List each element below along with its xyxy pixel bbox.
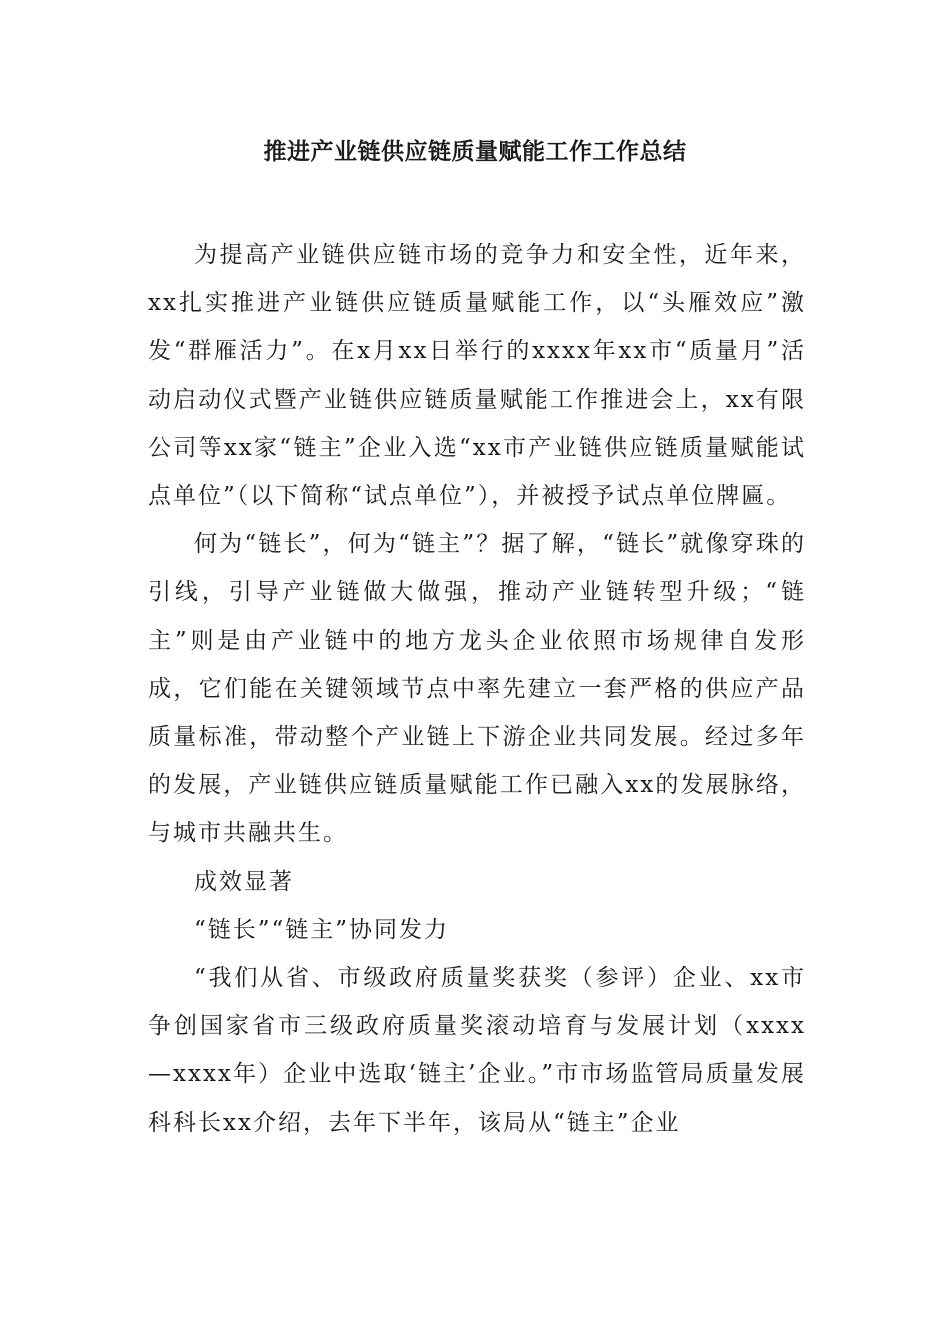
section-subheading-collaboration: “链长”“链主”协同发力 (194, 916, 450, 943)
paragraph-quote: “我们从省、市级政府质量奖获奖（参评）企业、xx市争创国家省市三级政府质量奖滚动培育与发展计划（xxxx—xxxx年）企业中选取‘链主’企业。”市市场监管局质量发展科科长xx介绍，去年下半年，该局从“链主”企业 (148, 965, 806, 1136)
paragraph-chain-definition: 何为“链长”，何为“链主”？据了解，“链长”就像穿珠的引线，引导产业链做大做强，推动产业链转型升级；“链主”则是由产业链中的地方龙头企业依照市场规律自发形成，它们能在关键领域节点中率先建立一套严格的供应产品质量标准，带动整个产业链上下游企业共同发展。经过多年的发展，产业链供应链质量赋能工作已融入xx的发展脉络，与城市共融共生。 (148, 531, 806, 847)
document-body (148, 231, 806, 1147)
section-heading-results: 成效显著 (194, 868, 294, 895)
paragraph-intro: 为提高产业链供应链市场的竞争力和安全性，近年来，xx扎实推进产业链供应链质量赋能工作，以“头雁效应”激发“群雁活力”。在x月xx日举行的xxxx年xx市“质量月”活动启动仪式暨产业链供应链质量赋能工作推进会上，xx有限公司等xx家“链主”企业入选“xx市产业链供应链质量赋能试点单位”（以下简称“试点单位”），并被授予试点单位牌匾。 (148, 242, 806, 510)
document-title: 推进产业链供应链质量赋能工作工作总结 (263, 139, 687, 165)
